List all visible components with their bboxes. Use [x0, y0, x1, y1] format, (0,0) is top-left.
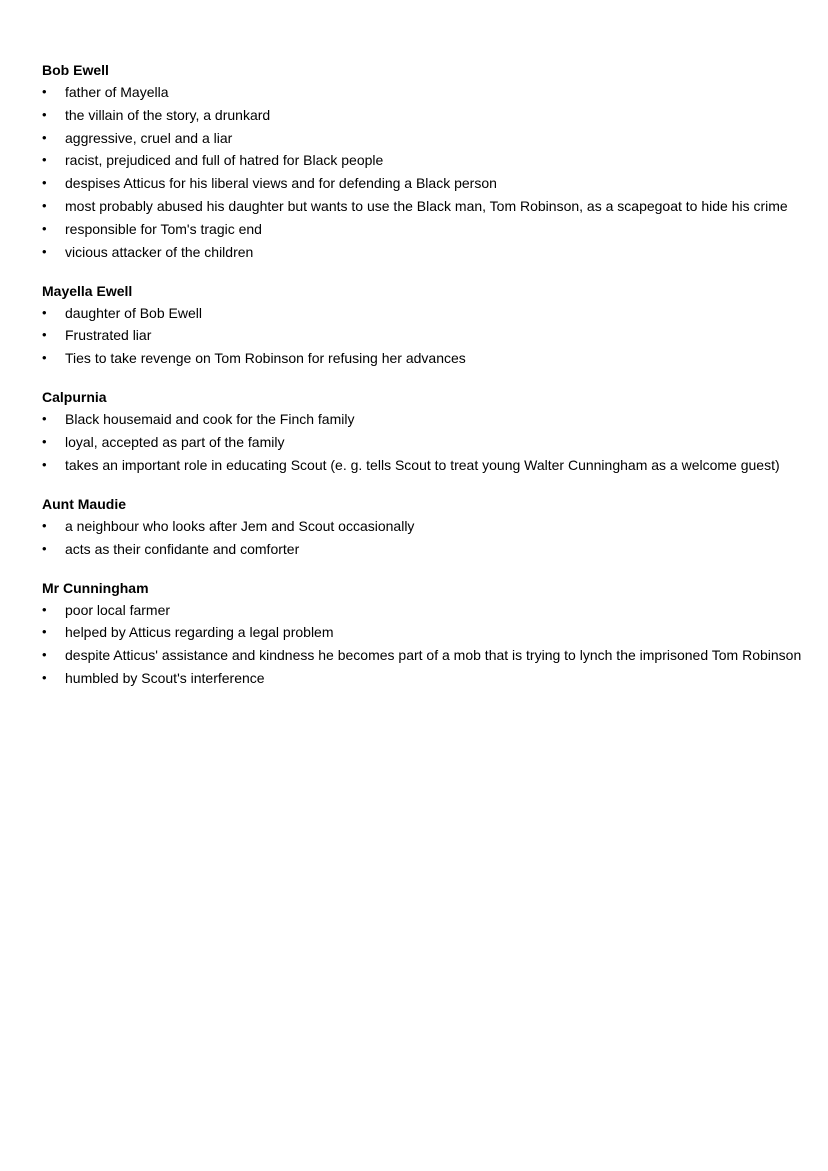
list-item-text: loyal, accepted as part of the family: [65, 433, 285, 450]
bullet-icon: •: [42, 669, 47, 685]
list-item-text: responsible for Tom's tragic end: [65, 220, 262, 237]
bullet-list: [42, 304, 822, 368]
bullet-icon: •: [42, 327, 47, 343]
list-item: [42, 601, 822, 619]
section-heading: Bob Ewell: [42, 62, 109, 78]
list-item: [42, 174, 822, 192]
list-item: [42, 220, 822, 238]
bullet-icon: •: [42, 517, 47, 533]
section-bob-ewell: [42, 61, 822, 261]
list-item-text: Frustrated liar: [65, 327, 152, 344]
list-item-text: daughter of Bob Ewell: [65, 304, 202, 321]
bullet-icon: •: [42, 304, 47, 320]
document-page: [42, 61, 822, 708]
section-aunt-maudie: [42, 495, 822, 558]
list-item: [42, 646, 822, 664]
bullet-icon: •: [42, 152, 47, 168]
section-heading: Calpurnia: [42, 389, 107, 406]
list-item: [42, 326, 822, 344]
list-item-text: a neighbour who looks after Jem and Scout occasionally: [65, 517, 415, 534]
bullet-list: [42, 601, 822, 687]
list-item: [42, 151, 822, 169]
list-item: [42, 540, 822, 558]
bullet-icon: •: [42, 647, 47, 663]
bullet-icon: •: [42, 350, 47, 366]
section-heading: Mayella Ewell: [42, 282, 133, 299]
bullet-icon: •: [42, 106, 47, 122]
list-item-text: takes an important role in educating Scout (e. g. tells Scout to treat young Walter Cunningham as a welcome guest): [65, 456, 780, 473]
bullet-icon: •: [42, 84, 47, 99]
list-item: [42, 106, 822, 124]
bullet-icon: •: [42, 220, 47, 236]
list-item: [42, 243, 822, 261]
list-item-text: acts as their confidante and comforter: [65, 540, 300, 557]
list-item: [42, 83, 822, 101]
list-item: [42, 517, 822, 535]
bullet-icon: •: [42, 456, 47, 472]
section-calpurnia: [42, 388, 822, 474]
bullet-icon: •: [42, 624, 47, 640]
bullet-icon: •: [42, 540, 47, 556]
bullet-list: [42, 517, 822, 558]
list-item-text: helped by Atticus regarding a legal problem: [65, 624, 334, 641]
list-item-text: the villain of the story, a drunkard: [65, 106, 271, 123]
bullet-list: [42, 410, 822, 474]
bullet-icon: •: [42, 243, 47, 259]
list-item: [42, 197, 822, 215]
bullet-icon: •: [42, 175, 47, 191]
list-item: [42, 456, 822, 474]
list-item: [42, 410, 822, 428]
list-item: [42, 129, 822, 147]
list-item: [42, 433, 822, 451]
section-heading: Mr Cunningham: [42, 579, 149, 596]
section-heading: Aunt Maudie: [42, 495, 126, 512]
list-item: [42, 623, 822, 641]
bullet-icon: •: [42, 411, 47, 427]
bullet-icon: •: [42, 129, 47, 145]
list-item-text: poor local farmer: [65, 601, 171, 618]
list-item-text: humbled by Scout's interference: [65, 669, 265, 686]
list-item-text: Black housemaid and cook for the Finch family: [65, 411, 355, 428]
list-item-text: racist, prejudiced and full of hatred for Black people: [65, 152, 384, 169]
list-item-text: aggressive, cruel and a liar: [65, 129, 233, 146]
bullet-icon: •: [42, 601, 47, 617]
bullet-icon: •: [42, 197, 47, 213]
list-item-text: Ties to take revenge on Tom Robinson for refusing her advances: [65, 350, 466, 367]
section-mr-cunningham: [42, 579, 822, 687]
list-item: [42, 349, 822, 367]
list-item-text: most probably abused his daughter but wants to use the Black man, Tom Robinson, as a scapegoat to hide his crime: [65, 197, 788, 214]
bullet-list: [42, 83, 822, 261]
section-mayella-ewell: [42, 282, 822, 368]
list-item: [42, 304, 822, 322]
list-item-text: despises Atticus for his liberal views and for defending a Black person: [65, 175, 497, 192]
list-item-text: vicious attacker of the children: [65, 243, 254, 260]
list-item-text: despite Atticus' assistance and kindness he becomes part of a mob that is trying to lynch the imprisoned Tom Robinson: [65, 647, 802, 664]
list-item-text: father of Mayella: [65, 84, 169, 100]
list-item: [42, 669, 822, 687]
bullet-icon: •: [42, 433, 47, 449]
